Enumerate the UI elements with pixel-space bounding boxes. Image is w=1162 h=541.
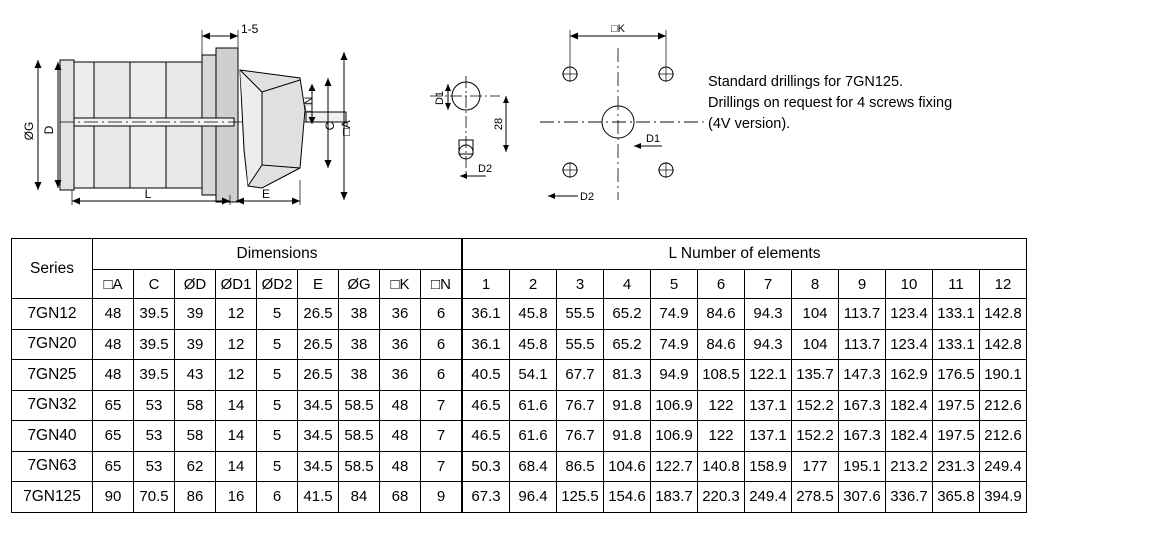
- header-dim-2: ØD: [175, 270, 216, 299]
- header-element-2: 2: [510, 270, 557, 299]
- cell-length-10: 123.4: [886, 329, 933, 360]
- cell-dim-ØG: 58.5: [339, 451, 380, 482]
- cell-length-3: 76.7: [557, 421, 604, 452]
- cell-length-7: 249.4: [745, 482, 792, 513]
- cell-length-11: 365.8: [933, 482, 980, 513]
- cell-length-7: 137.1: [745, 421, 792, 452]
- header-element-6: 6: [698, 270, 745, 299]
- cell-length-9: 195.1: [839, 451, 886, 482]
- cell-dim-□N: 7: [421, 451, 463, 482]
- cell-length-10: 182.4: [886, 390, 933, 421]
- cell-length-3: 55.5: [557, 299, 604, 330]
- cell-dim-ØD2: 5: [257, 451, 298, 482]
- cell-length-2: 68.4: [510, 451, 557, 482]
- header-element-5: 5: [651, 270, 698, 299]
- cell-length-8: 152.2: [792, 390, 839, 421]
- cell-length-5: 183.7: [651, 482, 698, 513]
- drilling-note: [708, 72, 1008, 135]
- cell-dim-ØD1: 12: [216, 360, 257, 391]
- table-body: [12, 299, 1027, 513]
- header-dim-3: ØD1: [216, 270, 257, 299]
- cell-dim-□K: 48: [380, 421, 421, 452]
- cell-length-12: 212.6: [980, 390, 1027, 421]
- cell-series: 7GN63: [12, 451, 93, 482]
- cell-dim-ØD2: 5: [257, 360, 298, 391]
- cell-length-10: 182.4: [886, 421, 933, 452]
- cell-dim-□K: 36: [380, 299, 421, 330]
- header-dim-8: □N: [421, 270, 463, 299]
- note-line-1: Standard drillings for 7GN125.: [708, 74, 904, 90]
- svg-text:28: 28: [493, 117, 505, 131]
- cell-dim-□N: 7: [421, 421, 463, 452]
- svg-text:D1: D1: [434, 90, 446, 106]
- header-dim-6: ØG: [339, 270, 380, 299]
- cell-length-10: 336.7: [886, 482, 933, 513]
- cell-length-1: 36.1: [462, 329, 510, 360]
- cell-length-8: 135.7: [792, 360, 839, 391]
- cell-dim-E: 26.5: [298, 360, 339, 391]
- cell-dim-ØG: 38: [339, 360, 380, 391]
- cell-length-5: 122.7: [651, 451, 698, 482]
- svg-text:C: C: [323, 121, 337, 131]
- svg-text:ØG: ØG: [22, 121, 36, 141]
- cell-series: 7GN25: [12, 360, 93, 391]
- cell-length-5: 106.9: [651, 390, 698, 421]
- cell-dim-ØD2: 5: [257, 390, 298, 421]
- cell-length-5: 94.9: [651, 360, 698, 391]
- cell-dim-C: 70.5: [134, 482, 175, 513]
- cell-dim-ØG: 58.5: [339, 421, 380, 452]
- header-element-10: 10: [886, 270, 933, 299]
- cell-length-6: 140.8: [698, 451, 745, 482]
- cell-length-11: 133.1: [933, 299, 980, 330]
- svg-text:D2: D2: [478, 163, 493, 175]
- cell-dim-□N: 6: [421, 299, 463, 330]
- cell-dim-□N: 6: [421, 360, 463, 391]
- note-line-3: (4V version).: [708, 116, 791, 132]
- cell-length-12: 394.9: [980, 482, 1027, 513]
- cell-series: 7GN12: [12, 299, 93, 330]
- svg-text:1-5: 1-5: [241, 22, 259, 36]
- cell-dim-ØD: 86: [175, 482, 216, 513]
- svg-text:□N: □N: [303, 96, 315, 112]
- cell-dim-□K: 48: [380, 390, 421, 421]
- cell-dim-C: 53: [134, 421, 175, 452]
- header-element-12: 12: [980, 270, 1027, 299]
- cell-length-6: 108.5: [698, 360, 745, 391]
- cell-dim-ØD: 43: [175, 360, 216, 391]
- cell-length-4: 91.8: [604, 421, 651, 452]
- cell-dim-□K: 48: [380, 451, 421, 482]
- cell-dim-ØD: 62: [175, 451, 216, 482]
- cell-length-11: 197.5: [933, 390, 980, 421]
- cell-length-10: 123.4: [886, 299, 933, 330]
- table-row: [12, 390, 1027, 421]
- header-series: Series: [12, 239, 93, 299]
- cell-length-7: 158.9: [745, 451, 792, 482]
- cell-dim-□N: 6: [421, 329, 463, 360]
- cell-dim-ØD1: 12: [216, 299, 257, 330]
- cell-length-9: 307.6: [839, 482, 886, 513]
- cell-length-10: 162.9: [886, 360, 933, 391]
- cell-dim-C: 53: [134, 451, 175, 482]
- cell-dim-ØD2: 5: [257, 329, 298, 360]
- cell-dim-ØD: 58: [175, 421, 216, 452]
- cell-length-2: 61.6: [510, 390, 557, 421]
- cell-length-3: 67.7: [557, 360, 604, 391]
- cell-length-7: 94.3: [745, 329, 792, 360]
- cell-length-9: 113.7: [839, 329, 886, 360]
- cell-series: 7GN125: [12, 482, 93, 513]
- cell-dim-ØG: 38: [339, 329, 380, 360]
- header-dim-0: □A: [93, 270, 134, 299]
- cell-length-11: 197.5: [933, 421, 980, 452]
- cell-dim-ØD1: 14: [216, 421, 257, 452]
- cell-length-1: 46.5: [462, 390, 510, 421]
- table-row: [12, 451, 1027, 482]
- header-element-8: 8: [792, 270, 839, 299]
- cell-length-7: 122.1: [745, 360, 792, 391]
- cell-length-6: 84.6: [698, 329, 745, 360]
- cell-length-9: 113.7: [839, 299, 886, 330]
- cell-length-7: 137.1: [745, 390, 792, 421]
- table-subheader-row: [12, 270, 1027, 299]
- svg-text:D: D: [42, 125, 56, 135]
- cell-length-5: 74.9: [651, 329, 698, 360]
- svg-text:D2: D2: [580, 191, 595, 203]
- cell-dim-□A: 48: [93, 299, 134, 330]
- svg-text:E: E: [261, 187, 271, 201]
- cell-length-10: 213.2: [886, 451, 933, 482]
- cell-dim-ØD2: 5: [257, 421, 298, 452]
- cell-length-4: 154.6: [604, 482, 651, 513]
- cell-dim-ØD: 39: [175, 329, 216, 360]
- cell-length-5: 106.9: [651, 421, 698, 452]
- cell-length-1: 50.3: [462, 451, 510, 482]
- table-header-group-row: [12, 239, 1027, 270]
- cell-length-11: 176.5: [933, 360, 980, 391]
- cell-dim-□A: 65: [93, 421, 134, 452]
- cell-dim-E: 34.5: [298, 421, 339, 452]
- header-dim-1: C: [134, 270, 175, 299]
- cell-length-8: 104: [792, 299, 839, 330]
- cell-length-4: 91.8: [604, 390, 651, 421]
- header-element-11: 11: [933, 270, 980, 299]
- cell-length-8: 104: [792, 329, 839, 360]
- table-row: [12, 482, 1027, 513]
- cell-dim-ØD2: 5: [257, 299, 298, 330]
- cell-length-11: 133.1: [933, 329, 980, 360]
- note-line-2: Drillings on request for 4 screws fixing: [708, 95, 953, 111]
- cell-length-4: 65.2: [604, 299, 651, 330]
- cell-length-12: 249.4: [980, 451, 1027, 482]
- cell-dim-□A: 90: [93, 482, 134, 513]
- cell-dim-E: 41.5: [298, 482, 339, 513]
- cell-series: 7GN20: [12, 329, 93, 360]
- cell-length-12: 212.6: [980, 421, 1027, 452]
- header-dim-5: E: [298, 270, 339, 299]
- cell-length-6: 122: [698, 390, 745, 421]
- cell-dim-□A: 48: [93, 360, 134, 391]
- cell-dim-□K: 68: [380, 482, 421, 513]
- header-group-dimensions: Dimensions: [93, 239, 463, 270]
- cell-dim-□A: 65: [93, 451, 134, 482]
- cell-dim-E: 34.5: [298, 451, 339, 482]
- table-row: [12, 329, 1027, 360]
- cell-length-9: 167.3: [839, 390, 886, 421]
- cell-dim-□K: 36: [380, 329, 421, 360]
- cell-dim-□A: 65: [93, 390, 134, 421]
- cell-dim-ØD1: 14: [216, 451, 257, 482]
- cell-dim-ØD: 39: [175, 299, 216, 330]
- cell-length-8: 278.5: [792, 482, 839, 513]
- cell-length-6: 122: [698, 421, 745, 452]
- header-element-3: 3: [557, 270, 604, 299]
- cell-dim-ØD1: 16: [216, 482, 257, 513]
- cell-dim-ØD1: 14: [216, 390, 257, 421]
- technical-drawing: [0, 0, 1162, 232]
- header-element-1: 1: [462, 270, 510, 299]
- cell-dim-□K: 36: [380, 360, 421, 391]
- cell-dim-ØD: 58: [175, 390, 216, 421]
- cell-length-9: 147.3: [839, 360, 886, 391]
- cell-length-4: 104.6: [604, 451, 651, 482]
- cell-length-7: 94.3: [745, 299, 792, 330]
- header-element-9: 9: [839, 270, 886, 299]
- cell-length-11: 231.3: [933, 451, 980, 482]
- table-row: [12, 421, 1027, 452]
- cell-dim-□N: 9: [421, 482, 463, 513]
- cell-length-3: 76.7: [557, 390, 604, 421]
- header-element-7: 7: [745, 270, 792, 299]
- header-element-4: 4: [604, 270, 651, 299]
- header-dim-7: □K: [380, 270, 421, 299]
- cell-length-8: 177: [792, 451, 839, 482]
- dimensions-table: [11, 238, 1027, 513]
- header-dim-4: ØD2: [257, 270, 298, 299]
- cell-length-12: 142.8: [980, 329, 1027, 360]
- cell-length-2: 96.4: [510, 482, 557, 513]
- cell-length-1: 67.3: [462, 482, 510, 513]
- cell-length-1: 40.5: [462, 360, 510, 391]
- cell-dim-□A: 48: [93, 329, 134, 360]
- cell-length-12: 142.8: [980, 299, 1027, 330]
- cell-dim-ØG: 38: [339, 299, 380, 330]
- cell-length-1: 36.1: [462, 299, 510, 330]
- cell-dim-C: 39.5: [134, 329, 175, 360]
- svg-text:□K: □K: [611, 23, 625, 35]
- cell-length-3: 86.5: [557, 451, 604, 482]
- cell-length-2: 61.6: [510, 421, 557, 452]
- cell-length-8: 152.2: [792, 421, 839, 452]
- cell-length-3: 55.5: [557, 329, 604, 360]
- cell-length-6: 84.6: [698, 299, 745, 330]
- cell-length-2: 45.8: [510, 299, 557, 330]
- cell-length-3: 125.5: [557, 482, 604, 513]
- cell-dim-C: 53: [134, 390, 175, 421]
- cell-dim-□N: 7: [421, 390, 463, 421]
- cell-dim-ØD2: 6: [257, 482, 298, 513]
- header-group-elements: L Number of elements: [462, 239, 1027, 270]
- cell-length-4: 81.3: [604, 360, 651, 391]
- svg-text:L: L: [144, 187, 152, 201]
- cell-dim-E: 34.5: [298, 390, 339, 421]
- cell-dim-ØG: 84: [339, 482, 380, 513]
- cell-length-2: 45.8: [510, 329, 557, 360]
- table-row: [12, 299, 1027, 330]
- svg-text:D1: D1: [646, 133, 661, 145]
- cell-length-2: 54.1: [510, 360, 557, 391]
- cell-dim-ØG: 58.5: [339, 390, 380, 421]
- cell-dim-C: 39.5: [134, 299, 175, 330]
- cell-series: 7GN40: [12, 421, 93, 452]
- cell-length-12: 190.1: [980, 360, 1027, 391]
- cell-length-4: 65.2: [604, 329, 651, 360]
- cell-length-1: 46.5: [462, 421, 510, 452]
- cell-length-6: 220.3: [698, 482, 745, 513]
- cell-dim-C: 39.5: [134, 360, 175, 391]
- cell-dim-E: 26.5: [298, 329, 339, 360]
- table-row: [12, 360, 1027, 391]
- cell-dim-E: 26.5: [298, 299, 339, 330]
- cell-length-5: 74.9: [651, 299, 698, 330]
- cell-length-9: 167.3: [839, 421, 886, 452]
- cell-series: 7GN32: [12, 390, 93, 421]
- svg-text:□A: □A: [339, 120, 353, 136]
- cell-dim-ØD1: 12: [216, 329, 257, 360]
